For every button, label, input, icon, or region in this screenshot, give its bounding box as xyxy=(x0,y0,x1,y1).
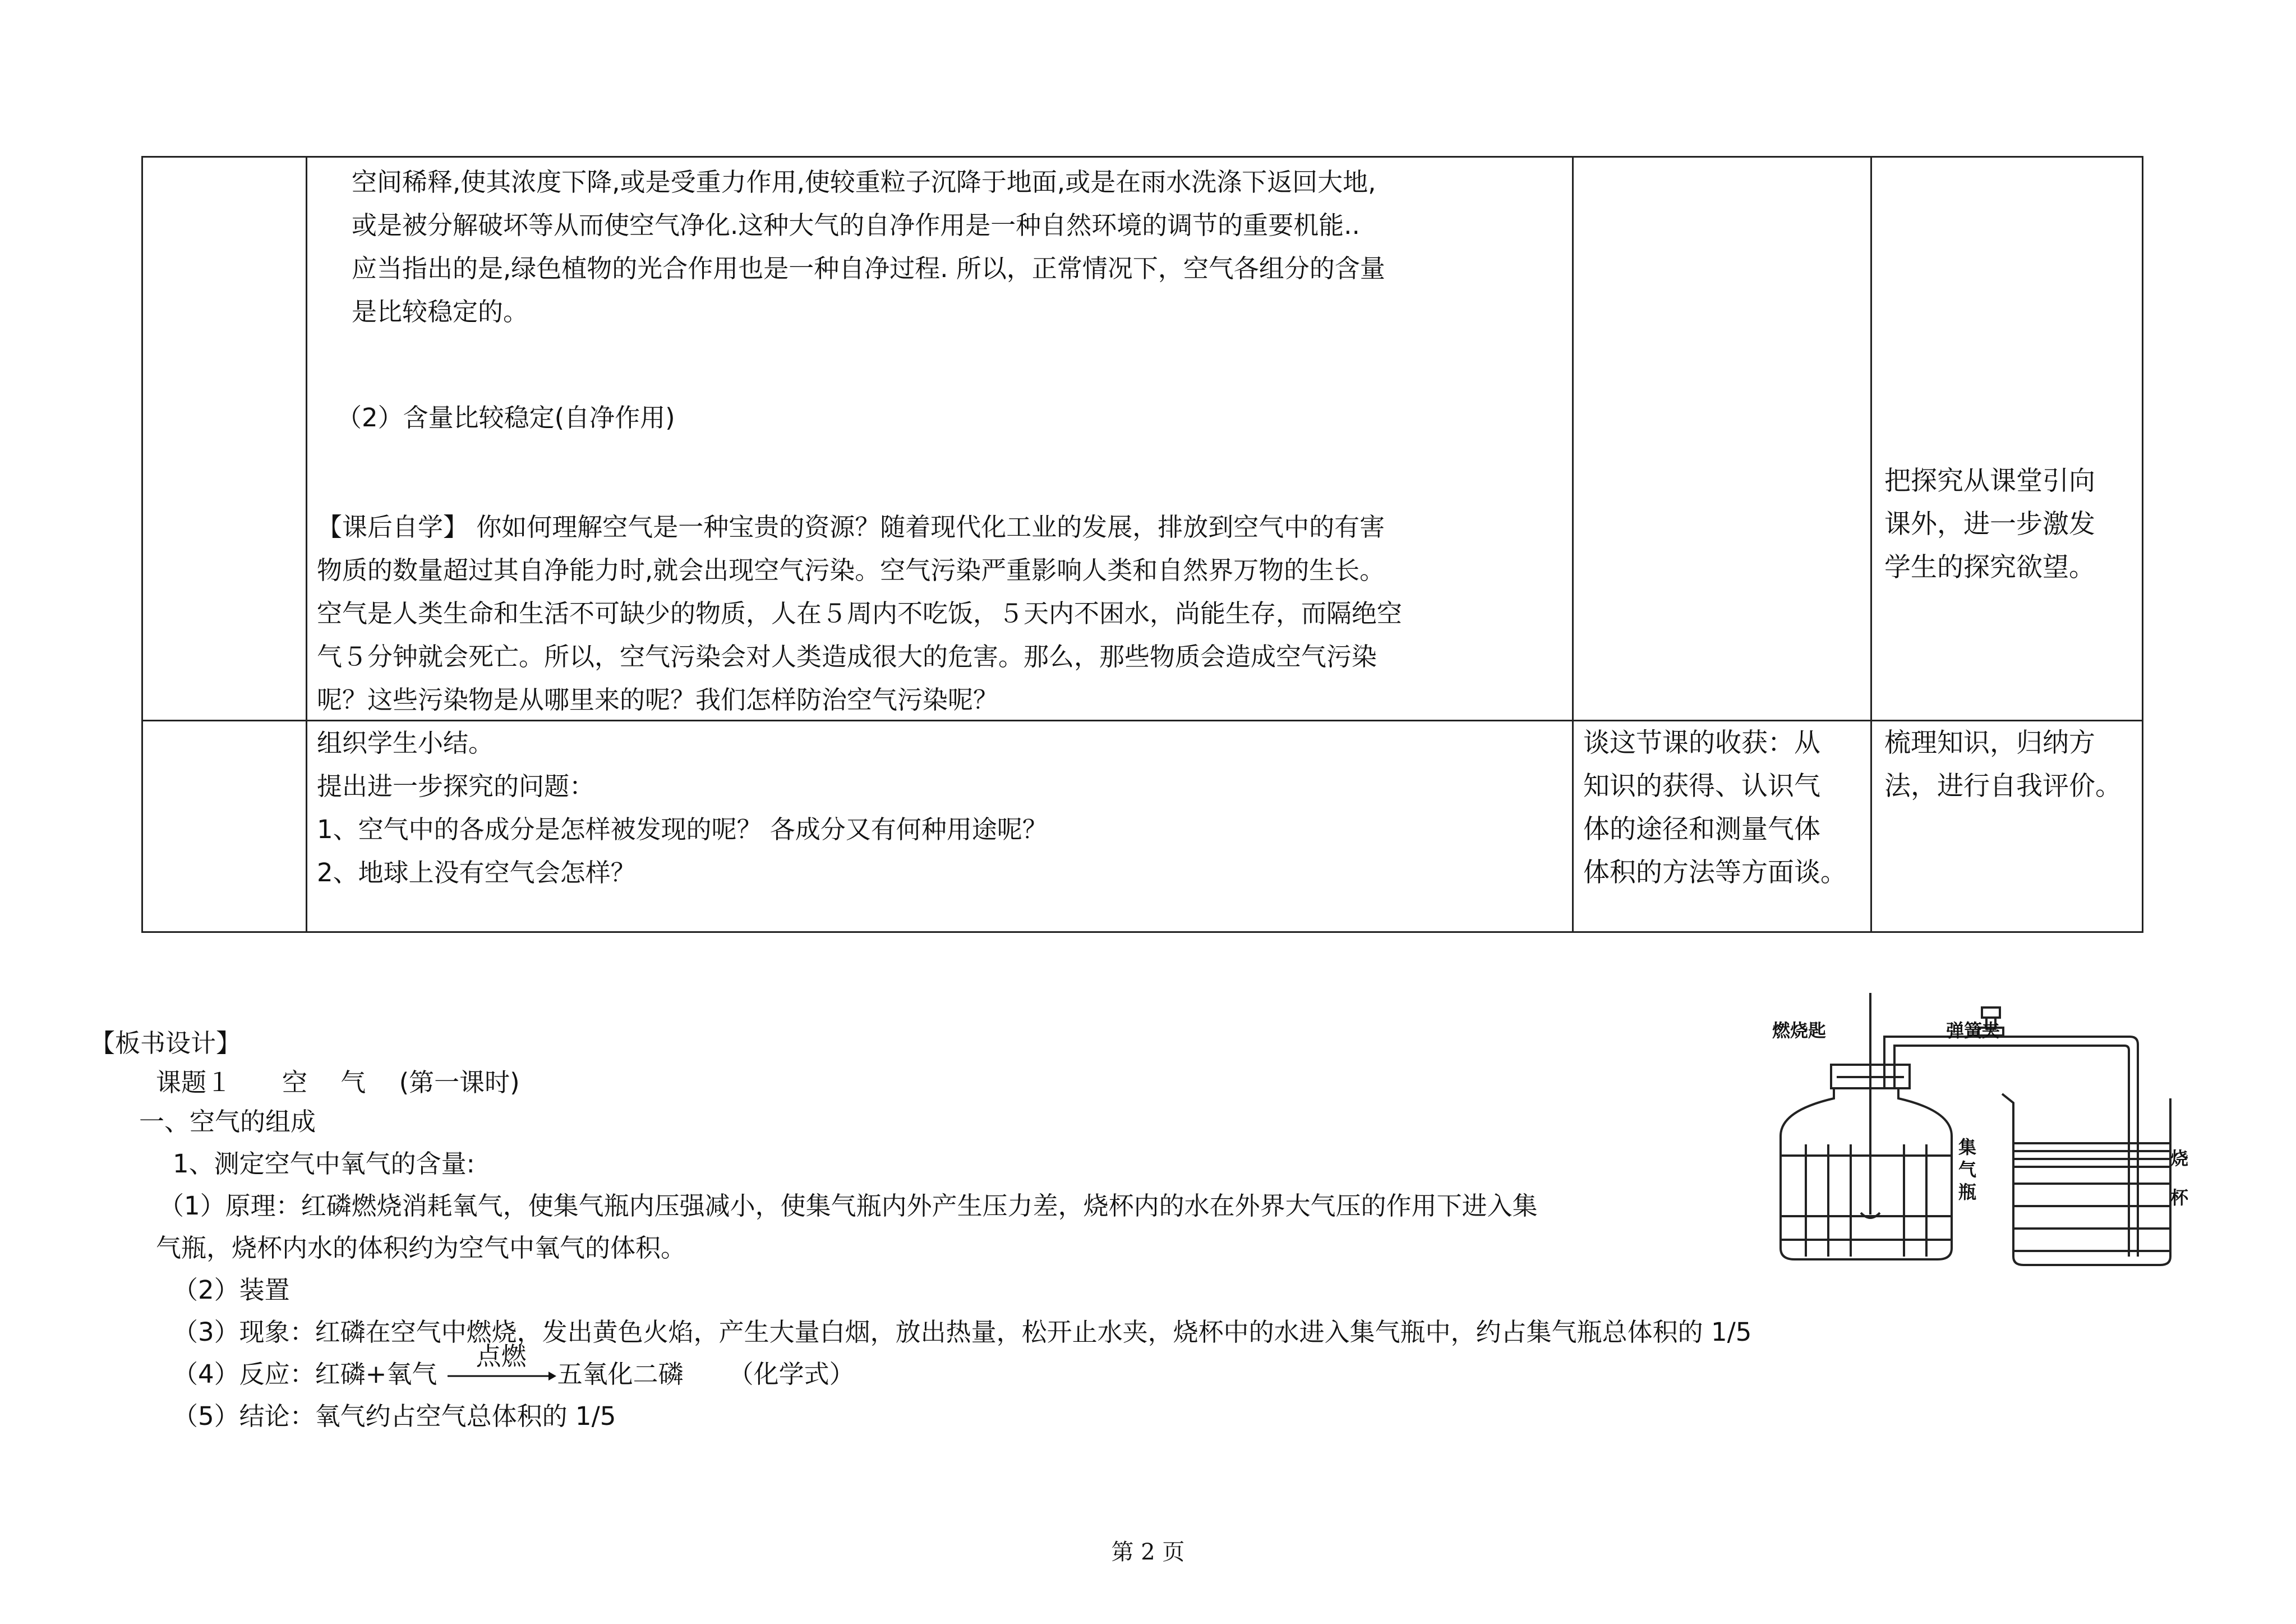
text-line: 空间稀释,使其浓度下降,或是受重力作用,使较重粒子沉降于地面,或是在雨水洗涤下返回大地, xyxy=(352,167,1376,197)
reaction-prefix: （4）反应：红磷+氧气 xyxy=(173,1359,445,1389)
board-heading: 【板书设计】 xyxy=(90,1028,242,1058)
reaction-arrow xyxy=(445,1341,557,1387)
label-bottle: 集气瓶 xyxy=(1958,1137,1977,1203)
label-spoon: 燃烧匙 xyxy=(1772,1020,1827,1041)
row2-student-activity xyxy=(1583,721,1847,894)
text-line: 课外，进一步激发 xyxy=(1884,509,2095,540)
text-line: 是比较稳定的。 xyxy=(352,297,529,326)
text-line: 知识的获得、认识气 xyxy=(1583,771,1820,802)
arrow-icon xyxy=(445,1365,557,1387)
apparatus-diagram xyxy=(1761,993,2187,1273)
lesson-title: 课题１ 空 气 (第一课时) xyxy=(156,1068,520,1097)
reaction-note: （化学式） xyxy=(728,1359,855,1389)
text-line: 2、地球上没有空气会怎样？ xyxy=(317,858,636,887)
reaction-product: 五氧化二磷 xyxy=(557,1359,684,1389)
row1-intent xyxy=(1884,459,2095,589)
text-line: 法，进行自我评价。 xyxy=(1884,771,2122,802)
row2-content xyxy=(317,721,1048,894)
row1-homework xyxy=(317,505,1402,721)
text-line: 组织学生小结。 xyxy=(317,728,494,758)
text-line: 气５分钟就会死亡。所以，空气污染会对人类造成很大的危害。那么，那些物质会造成空气污染 xyxy=(317,642,1377,671)
table-divider xyxy=(306,158,307,931)
text-line: 呢？这些污染物是从哪里来的呢？我们怎样防治空气污染呢？ xyxy=(317,685,999,715)
principle-line: （1）原理：红磷燃烧消耗氧气，使集气瓶内压强减小，使集气瓶内外产生压力差，烧杯内的水在外界大气压的作用下进入集 xyxy=(159,1191,1538,1221)
text-line: 梳理知识，归纳方 xyxy=(1884,728,2095,758)
text-line: 1、空气中的各成分是怎样被发现的呢？ 各成分又有何种用途呢？ xyxy=(317,815,1048,844)
text-line: 谈这节课的收获：从 xyxy=(1583,728,1820,758)
section-heading: 一、空气的组成 xyxy=(139,1107,316,1137)
text-line: 或是被分解破坏等从而使空气净化.这种大气的自净作用是一种自然环境的调节的重要机能.. xyxy=(352,210,1360,240)
text-line: 把探究从课堂引向 xyxy=(1884,466,2095,496)
apparatus-line: （2）装置 xyxy=(173,1275,290,1305)
label-beaker: 烧杯 xyxy=(2170,1148,2189,1208)
text-line: 空气是人类生命和生活不可缺少的物质，人在５周内不吃饭，５天内不困水，尚能生存，而隔绝空 xyxy=(317,599,1403,628)
reaction-condition: 点燃 xyxy=(476,1341,527,1371)
lesson-table xyxy=(141,156,2143,933)
text-line: 体积的方法等方面谈。 xyxy=(1583,857,1847,888)
text-line: 体的途径和测量气体 xyxy=(1583,814,1820,845)
row1-content xyxy=(352,160,1385,333)
page-number: 第 2 页 xyxy=(1111,1539,1185,1565)
table-divider xyxy=(1870,158,1872,931)
item-heading: 1、测定空气中氧气的含量: xyxy=(173,1149,475,1179)
text-line: 【课后自学】 你如何理解空气是一种宝贵的资源？随着现代化工业的发展，排放到空气中的有害 xyxy=(317,512,1385,542)
reaction-line xyxy=(173,1341,855,1394)
text-line: 学生的探究欲望。 xyxy=(1884,552,2095,583)
label-clamp: 弹簧夹 xyxy=(1946,1020,2000,1041)
conclusion-line: （5）结论：氧气约占空气总体积的 1/5 xyxy=(173,1401,616,1431)
principle-line: 气瓶，烧杯内水的体积约为空气中氧气的体积。 xyxy=(156,1233,686,1263)
row2-intent xyxy=(1884,721,2122,808)
text-line: 物质的数量超过其自净能力时,就会出现空气污染。空气污染严重影响人类和自然界万物的生长。 xyxy=(317,555,1385,585)
phenomenon-line: （3）现象：红磷在空气中燃烧，发出黄色火焰，产生大量白烟，放出热量，松开止水夹，烧杯中的水进入集气瓶中，约占集气瓶总体积的 1/5 xyxy=(173,1317,1752,1347)
row1-subheading: （2）含量比较稳定(自净作用) xyxy=(336,403,675,433)
table-divider xyxy=(1572,158,1574,931)
text-line: 应当指出的是,绿色植物的光合作用也是一种自净过程. 所以，正常情况下，空气各组分的含量 xyxy=(352,254,1385,283)
text-line: 提出进一步探究的问题： xyxy=(317,771,595,801)
